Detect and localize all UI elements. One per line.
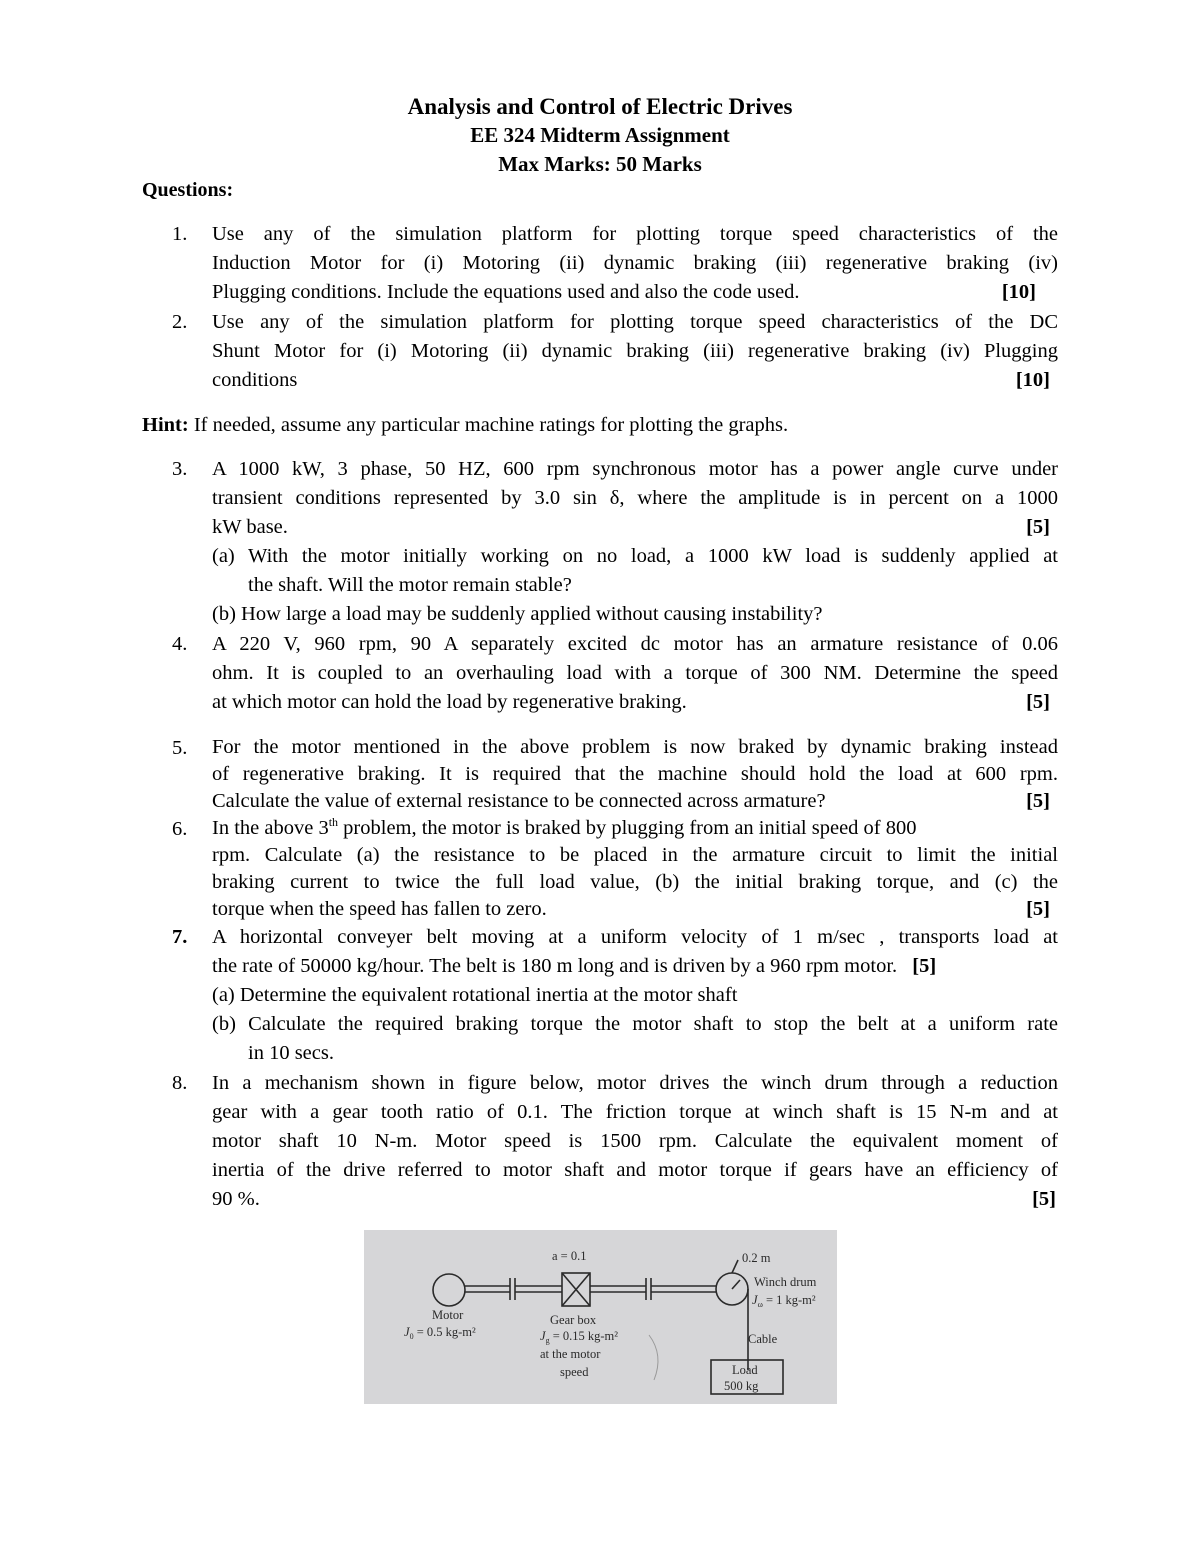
hint-text: If needed, assume any particular machine ratings for plotting the graphs. [188, 414, 789, 436]
question-text [212, 815, 917, 842]
gearbox-inertia-label: $J_g = 0.15$ kg-m² [540, 1329, 618, 1345]
question-line: In a mechanism shown in figure below, motor drives the winch drum through a reduction [212, 1072, 1058, 1094]
question-6 [172, 815, 1058, 925]
q6-text-pre: In the above 3 [212, 817, 329, 839]
question-line: Shunt Motor for (i) Motoring (ii) dynamic braking (iii) regenerative braking (iv) Plugging [212, 340, 1058, 362]
question-line: rpm. Calculate (a) the resistance to be placed in the armature circuit to limit the initial [212, 844, 1058, 866]
question-2 [172, 308, 1058, 395]
marks-badge: [5] [1026, 790, 1050, 812]
motor-inertia-label: $J_0 = 0.5$ kg-m² [404, 1325, 476, 1341]
question-number: 5. [172, 737, 188, 759]
question-text: conditions [212, 369, 298, 391]
hint [142, 411, 788, 440]
mechanism-figure [364, 1230, 837, 1404]
gearbox-label: Gear box [550, 1313, 597, 1327]
marks-badge: [5] [1026, 516, 1050, 538]
question-line: Use any of the simulation platform for plotting torque speed characteristics of the [212, 223, 1058, 245]
question-line: A 220 V, 960 rpm, 90 A separately excited dc motor has an armature resistance of 0.06 [212, 633, 1058, 655]
winch-inertia-label: $J_\omega = 1$ kg-m² [752, 1293, 816, 1309]
document-title: Analysis and Control of Electric Drives [407, 94, 793, 119]
question-number: 2. [172, 311, 188, 333]
sub-question-b-cont: in 10 secs. [248, 1042, 334, 1064]
marks-badge: [5] [1026, 898, 1050, 920]
question-number: 8. [172, 1072, 188, 1094]
question-number: 3. [172, 458, 188, 480]
question-5 [172, 734, 1058, 818]
gearbox-note: speed [560, 1365, 589, 1379]
question-text: 90 %. [212, 1188, 260, 1210]
question-number: 6. [172, 818, 188, 840]
question-8 [172, 1069, 1058, 1214]
question-line [212, 952, 1058, 981]
question-line: A horizontal conveyer belt moving at a uniform velocity of 1 m/sec , transports load at [212, 926, 1058, 948]
marks-badge: [10] [1015, 369, 1050, 391]
motor-label: Motor [432, 1308, 464, 1322]
question-text: torque when the speed has fallen to zero. [212, 898, 547, 920]
question-text: Plugging conditions. Include the equations used and also the code used. [212, 281, 800, 303]
question-4 [172, 630, 1058, 717]
question-text: the rate of 50000 kg/hour. The belt is 180 m long and is driven by a 960 rpm motor. [212, 955, 898, 977]
sub-question-a-cont: the shaft. Will the motor remain stable? [248, 574, 572, 596]
question-line [212, 366, 1058, 395]
question-7 [172, 923, 1058, 1068]
cable-label: Cable [748, 1332, 778, 1346]
question-line [212, 278, 1058, 307]
sub-question-a: (a) With the motor initially working on no load, a 1000 kW load is suddenly applied at [212, 545, 1058, 567]
sub-question-a: (a) Determine the equivalent rotational inertia at the motor shaft [212, 984, 738, 1006]
winch-drum-label: Winch drum [754, 1275, 817, 1289]
question-line: For the motor mentioned in the above problem is now braked by dynamic braking instead [212, 736, 1058, 758]
question-number: 4. [172, 633, 188, 655]
max-marks: Max Marks: 50 Marks [498, 152, 702, 176]
question-line [212, 688, 1058, 717]
question-line: transient conditions represented by 3.0 sin δ, where the amplitude is in percent on a 1000 [212, 487, 1058, 509]
question-line [212, 513, 1058, 542]
hint-label: Hint: [142, 414, 189, 436]
marks-badge: [5] [1026, 691, 1050, 713]
q6-text-post: problem, the motor is braked by plugging from an initial speed of 800 [338, 817, 917, 839]
question-line: Induction Motor for (i) Motoring (ii) dynamic braking (iii) regenerative braking (iv) [212, 252, 1058, 274]
question-line [212, 896, 1058, 923]
question-1 [172, 220, 1058, 307]
radius-label: 0.2 m [742, 1251, 771, 1265]
question-line: braking current to twice the full load value, (b) the initial braking torque, and (c) the [212, 871, 1058, 893]
question-text: at which motor can hold the load by regenerative braking. [212, 691, 687, 713]
gear-ratio-label: a = 0.1 [552, 1249, 587, 1263]
questions-heading: Questions: [142, 179, 234, 201]
course-code: EE 324 Midterm Assignment [470, 123, 730, 147]
load-label: Load [732, 1363, 758, 1377]
marks-badge: [5] [912, 955, 937, 977]
question-line: A 1000 kW, 3 phase, 50 HZ, 600 rpm synchronous motor has a power angle curve under [212, 458, 1058, 480]
question-line: motor shaft 10 N-m. Motor speed is 1500 rpm. Calculate the equivalent moment of [212, 1130, 1058, 1152]
question-line: ohm. It is coupled to an overhauling load with a torque of 300 NM. Determine the speed [212, 662, 1058, 684]
q6-superscript: th [328, 815, 339, 830]
question-text: kW base. [212, 516, 288, 538]
question-line: inertia of the drive referred to motor shaft and motor torque if gears have an efficiency of [212, 1159, 1058, 1181]
marks-badge: [10] [1001, 281, 1036, 303]
question-line: gear with a gear tooth ratio of 0.1. The friction torque at winch shaft is 15 N-m and at [212, 1101, 1058, 1123]
question-line [212, 815, 1058, 842]
question-line [212, 788, 1058, 815]
question-number: 1. [172, 223, 188, 245]
mechanism-diagram [364, 1230, 837, 1404]
marks-badge: [5] [1032, 1188, 1056, 1210]
question-line: Use any of the simulation platform for plotting torque speed characteristics of the DC [212, 311, 1058, 333]
gearbox-note: at the motor [540, 1347, 601, 1361]
question-line [212, 1185, 1058, 1214]
question-3 [172, 455, 1058, 629]
question-number: 7. [172, 926, 188, 948]
sub-question-b: (b) How large a load may be suddenly applied without causing instability? [212, 603, 823, 625]
question-text: Calculate the value of external resistance to be connected across armature? [212, 790, 826, 812]
question-line: of regenerative braking. It is required that the machine should hold the load at 600 rpm. [212, 763, 1058, 785]
load-mass-label: 500 kg [724, 1379, 759, 1393]
sub-question-b: (b) Calculate the required braking torque the motor shaft to stop the belt at a uniform rate [212, 1013, 1058, 1035]
